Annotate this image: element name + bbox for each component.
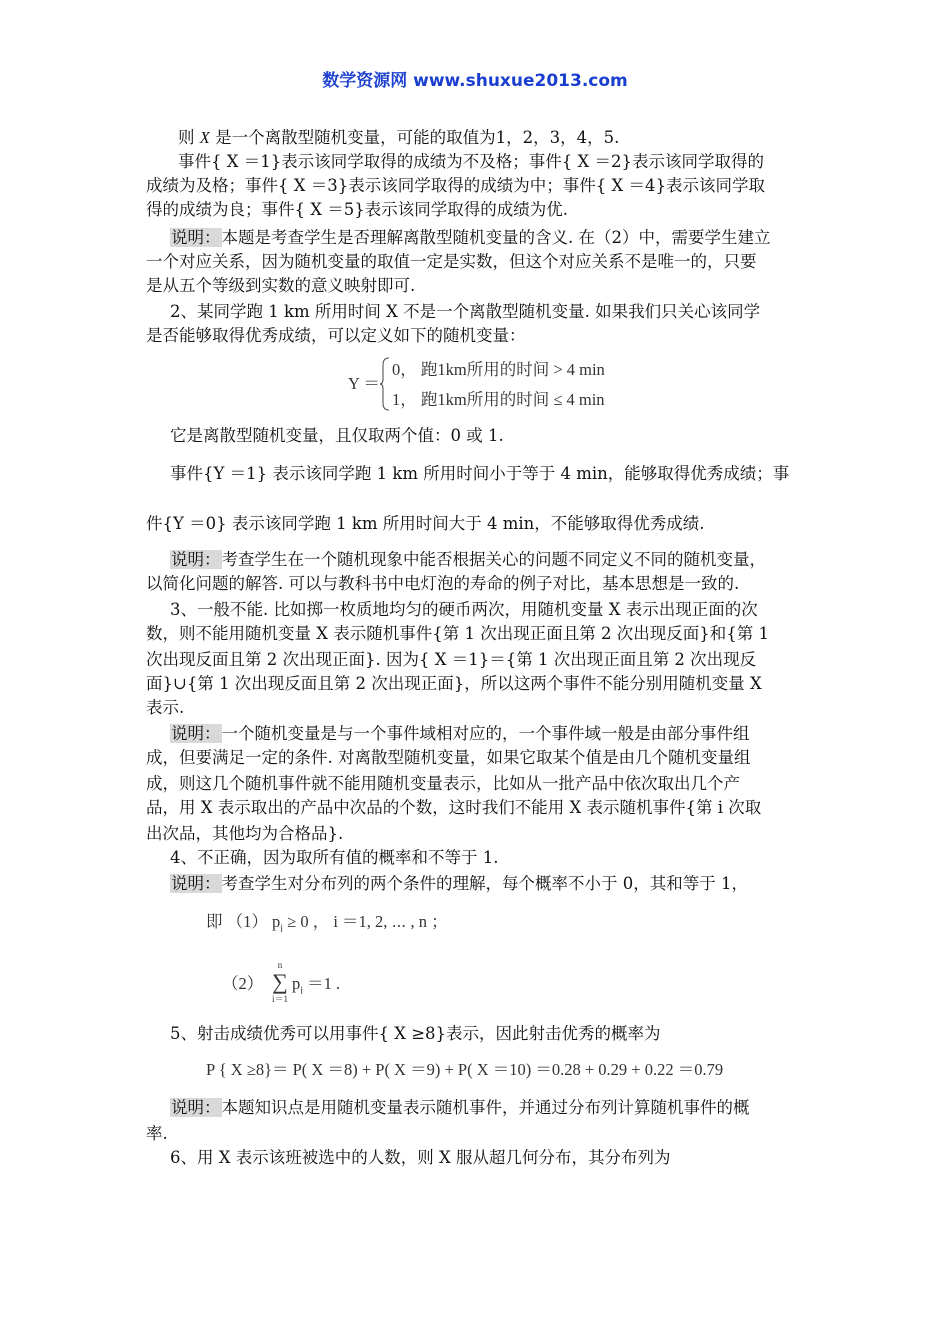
question-3-line-1: 3、一般不能. 比如掷一枚质地均匀的硬币两次，用随机变量 X 表示出现正面的次 xyxy=(170,600,758,619)
note-2-line-1: 说明：考查学生在一个随机现象中能否根据关心的问题不同定义不同的随机变量， xyxy=(171,550,766,569)
note-3-line-2: 成，但要满足一定的条件. 对离散型随机变量，如果它取某个值是由几个随机变量组 xyxy=(146,748,751,767)
note-label: 说明： xyxy=(171,550,221,569)
question-3-line-4: 面}∪{第 1 次出现反面且第 2 次出现正面}，所以这两个事件不能分别用随机变量 X xyxy=(146,674,762,693)
formula-condition-2-body: $p_i =1$ . xyxy=(292,974,341,997)
formula-condition-1: 即 （1） $p_i \ge 0$ ， i ＝1, 2, ⋯ , n ； xyxy=(206,912,448,935)
note-label: 说明： xyxy=(171,1098,221,1117)
summation: n ∑ i＝1 xyxy=(271,960,288,1004)
question-2b-line-3: 件{Y ＝0} 表示该同学跑 1 km 所用时间大于 4 min，不能够取得优秀成绩. xyxy=(146,514,705,533)
paragraph-2-line-1: 事件{ X ＝1}表示该同学取得的成绩为不及格；事件{ X ＝2}表示该同学取得的 xyxy=(178,152,764,171)
note-2-line-2: 以简化问题的解答. 可以与教科书中电灯泡的寿命的例子对比，基本思想是一致的. xyxy=(146,574,740,593)
question-2-line-2: 是否能够取得优秀成绩，可以定义如下的随机变量： xyxy=(146,326,526,345)
note-label: 说明： xyxy=(171,228,221,247)
note-1-line-3: 是从五个等级到实数的意义映射即可. xyxy=(146,276,416,295)
note-label: 说明： xyxy=(171,874,221,893)
question-3-line-3: 次出现反面且第 2 次出现正面}. 因为{ X ＝1}＝{第 1 次出现正面且第 2 次出现反 xyxy=(146,650,757,669)
note-5-line-1: 说明：本题知识点是用随机变量表示随机事件，并通过分布列计算随机事件的概 xyxy=(171,1098,750,1117)
paragraph-1: 则 X 是一个离散型随机变量，可能的取值为1，2，3，4，5. xyxy=(178,128,620,147)
formula-condition-2-label: （2） xyxy=(222,974,264,993)
question-2b-line-1: 它是离散型随机变量，且仅取两个值：0 或 1. xyxy=(170,426,504,445)
note-1-line-1: 说明：本题是考查学生是否理解离散型随机变量的含义. 在（2）中，需要学生建立 xyxy=(171,228,771,247)
paragraph-2-line-3: 得的成绩为良；事件{ X ＝5}表示该同学取得的成绩为优. xyxy=(146,200,568,219)
question-3-line-2: 数，则不能用随机变量 X 表示随机事件{第 1 次出现正面且第 2 次出现反面}和{第 1 xyxy=(146,624,769,643)
question-6-line-1: 6、用 X 表示该班被选中的人数，则 X 服从超几何分布，其分布列为 xyxy=(170,1148,671,1167)
question-5-formula: P { X ≥8}＝ P( X ＝8) + P( X ＝9) + P( X ＝10) ＝0.28 + 0.29 + 0.22 ＝0.79 xyxy=(206,1060,724,1079)
site-header[interactable]: 数学资源网 www.shuxue2013.com xyxy=(322,71,628,91)
question-4-line-1: 4、不正确，因为取所有值的概率和不等于 1. xyxy=(170,848,499,867)
piecewise-lhs: Y ＝ xyxy=(348,374,380,393)
question-5-line-1: 5、射击成绩优秀可以用事件{ X ≥8}表示，因此射击优秀的概率为 xyxy=(170,1024,661,1043)
note-3-line-3: 成，则这几个随机事件就不能用随机变量表示，比如从一批产品中依次取出几个产 xyxy=(146,774,740,793)
note-label: 说明： xyxy=(171,724,221,743)
note-3-line-1: 说明：一个随机变量是与一个事件域相对应的，一个事件域一般是由部分事件组 xyxy=(171,724,750,743)
note-5-line-2: 率. xyxy=(146,1124,168,1143)
note-3-line-5: 出次品，其他均为合格品}. xyxy=(146,824,344,843)
note-1-line-2: 一个对应关系，因为随机变量的取值一定是实数，但这个对应关系不是唯一的，只要 xyxy=(146,252,757,271)
paragraph-2-line-2: 成绩为及格；事件{ X ＝3}表示该同学取得的成绩为中；事件{ X ＝4}表示该同学取 xyxy=(146,176,765,195)
question-3-line-5: 表示. xyxy=(146,698,185,717)
piecewise-case-2: 1， 跑1km所用的时间 ≤ 4 min xyxy=(392,390,605,409)
note-3-line-4: 品，用 X 表示取出的产品中次品的个数，这时我们不能用 X 表示随机事件{第 i 次取 xyxy=(146,798,762,817)
question-2b-line-2: 事件{Y ＝1} 表示该同学跑 1 km 所用时间小于等于 4 min，能够取得优秀成绩；事 xyxy=(170,464,790,483)
piecewise-case-1: 0， 跑1km所用的时间 > 4 min xyxy=(392,360,605,379)
brace-icon xyxy=(380,357,390,411)
question-2-line-1: 2、某同学跑 1 km 所用时间 X 不是一个离散型随机变量. 如果我们只关心该同学 xyxy=(170,302,761,321)
note-4-line-1: 说明：考查学生对分布列的两个条件的理解，每个概率不小于 0，其和等于 1， xyxy=(171,874,748,893)
